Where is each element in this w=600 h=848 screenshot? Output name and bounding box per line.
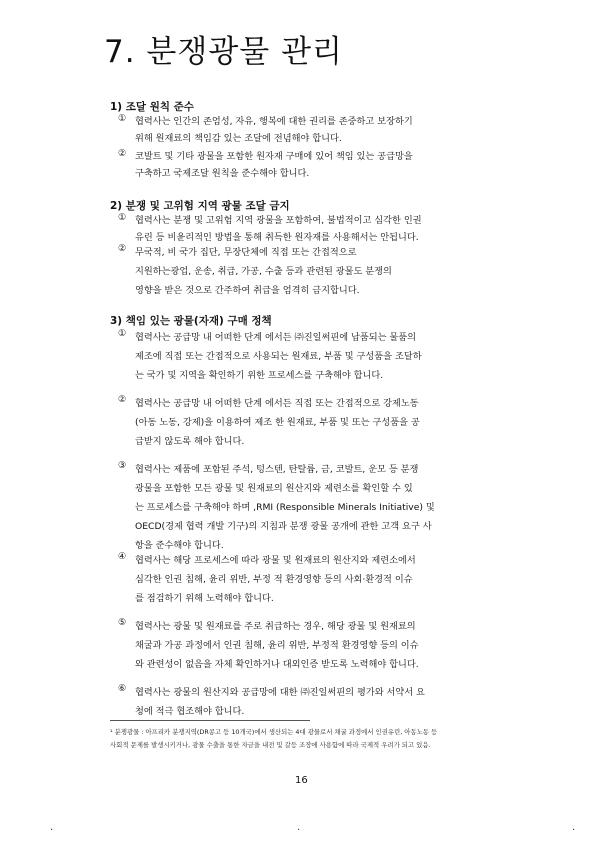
item-text-line: 항을 준수해야 합니다. bbox=[135, 540, 224, 551]
item-number: ② bbox=[118, 243, 127, 254]
item-text-line: 광물을 포함한 모든 광물 및 원재료의 원산지와 제련소를 확인할 수 있 bbox=[135, 483, 413, 494]
list-item bbox=[118, 328, 506, 385]
list-item bbox=[118, 113, 506, 147]
item-text-line: 는 프로세스를 구축해야 하며 ,RMI (Responsible Minerals Initiative) 및 bbox=[135, 502, 435, 513]
item-text-line: 무국적, 비 국가 집단, 무장단체에 직접 또는 간접적으로 bbox=[135, 247, 357, 258]
item-text-line: 유린 등 비윤리적인 방법을 통해 취득한 원자재를 사용해서는 안됩니다. bbox=[135, 232, 419, 243]
item-number: ② bbox=[118, 394, 127, 405]
item-text-line: 제조에 직접 또는 간접적으로 사용되는 원재료, 부품 및 구성품을 조달하 bbox=[135, 351, 422, 362]
section-heading-procurement-principles: 1) 조달 원칙 준수 bbox=[110, 101, 194, 113]
item-text-line: 협력사는 공급망 내 어떠한 단계 에서든 ㈜진일써핀에 납품되는 물품의 bbox=[135, 332, 417, 343]
item-text-line: (아동 노동, 강제)을 이용하여 제조 한 원재료, 부품 및 또는 구성품을 공 bbox=[135, 417, 420, 428]
item-text-line: 는 국가 및 지역을 확인하기 위한 프로세스를 구축해야 합니다. bbox=[135, 370, 384, 381]
item-text-line: 구축하고 국제조달 원칙을 준수해야 합니다. bbox=[135, 168, 310, 179]
section-heading-responsible-purchasing: 3) 책임 있는 광물(자재) 구매 정책 bbox=[110, 315, 272, 327]
footnote bbox=[110, 726, 550, 752]
section-heading-conflict-area-ban: 2) 분쟁 및 고위험 지역 광물 조달 금지 bbox=[110, 200, 290, 212]
list-item bbox=[118, 212, 506, 246]
item-text-line: 채굴과 가공 과정에서 인권 침해, 윤리 위반, 부정적 환경영향 등의 이슈 bbox=[135, 640, 419, 651]
footnote-line: ¹ 분쟁광물 : 아프리카 분쟁지역(DR콩고 등 10개국)에서 생산되는 4대 광물로서 채굴 과정에서 인권유린, 아동노동 등 bbox=[110, 728, 438, 736]
item-text-line: 협력사는 인간의 존엄성, 자유, 행복에 대한 권리를 존중하고 보장하기 bbox=[135, 116, 413, 127]
item-text-line: 협력사는 해당 프로세스에 따라 광물 및 원재료의 원산지와 제련소에서 bbox=[135, 555, 416, 566]
item-text-line: 위해 원재료의 책임감 있는 조달에 전념해야 합니다. bbox=[135, 133, 342, 144]
item-number: ① bbox=[118, 212, 127, 223]
item-text-line: 협력사는 공급망 내 어떠한 단계 에서든 직접 또는 간접적으로 강제노동 bbox=[135, 398, 419, 409]
item-text-line: OECD(경제 협력 개발 기구)의 지침과 분쟁 광물 공개에 관한 고객 요구 사 bbox=[135, 521, 432, 532]
item-text-line: 협력사는 분쟁 및 고위험 지역 광물을 포함하여, 불법적이고 심각한 인권 bbox=[135, 215, 422, 226]
footnote-divider bbox=[110, 720, 310, 721]
item-text-line: 청에 적극 협조해야 합니다. bbox=[135, 706, 245, 717]
item-number: ⑥ bbox=[118, 683, 127, 694]
item-text-line: 협력사는 광물의 원산지와 공급망에 대한 ㈜진일써핀의 평가와 서약서 요 bbox=[135, 687, 425, 698]
item-text-line: 영향을 받은 것으로 간주하여 취급을 엄격히 금지합니다. bbox=[135, 285, 360, 296]
item-number: ① bbox=[118, 328, 127, 339]
corner-dot-center: . bbox=[297, 822, 301, 833]
list-item bbox=[118, 617, 506, 674]
corner-dot-left: . bbox=[50, 822, 54, 833]
page-number: 16 bbox=[295, 775, 308, 786]
item-number: ② bbox=[118, 148, 127, 159]
list-item bbox=[118, 243, 506, 300]
item-number: ⑤ bbox=[118, 617, 127, 628]
footnote-line: 사회적 문제를 발생시키거나, 광물 수출을 통한 자금을 내전 및 갈등 조장에 사용함에 따라 국제적 우려가 되고 있음. bbox=[110, 741, 431, 749]
corner-dot-right: . bbox=[572, 822, 576, 833]
list-item bbox=[118, 683, 506, 721]
item-text-line: 코발트 및 기타 광물을 포함한 원자재 구매에 있어 책임 있는 공급망을 bbox=[135, 151, 413, 162]
item-text-line: 와 관련성이 없음을 자체 확인하거나 대외인증 받도록 노력해야 합니다. bbox=[135, 659, 419, 670]
item-text-line: 지원하는광업, 운송, 취급, 가공, 수출 등과 관련된 광물도 분쟁의 bbox=[135, 266, 392, 277]
item-number: ① bbox=[118, 113, 127, 124]
item-text-line: 를 점검하기 위해 노력해야 합니다. bbox=[135, 593, 274, 604]
item-number: ③ bbox=[118, 460, 127, 471]
item-text-line: 급받지 않도록 해야 합니다. bbox=[135, 436, 245, 447]
item-number: ④ bbox=[118, 551, 127, 562]
list-item bbox=[118, 394, 506, 451]
list-item bbox=[118, 148, 506, 182]
item-text-line: 협력사는 제품에 포함된 주석, 텅스텐, 탄탈륨, 금, 코발트, 운모 등 분쟁 bbox=[135, 464, 419, 475]
list-item bbox=[118, 460, 506, 555]
item-text-line: 협력사는 광물 및 원재료를 주로 취급하는 경우, 해당 광물 및 원재료의 bbox=[135, 621, 416, 632]
page-title: 7. 분쟁광물 관리 bbox=[104, 34, 343, 70]
list-item bbox=[118, 551, 506, 608]
item-text-line: 심각한 인권 침해, 윤리 위반, 부정 적 환경영향 등의 사회·환경적 이슈 bbox=[135, 574, 413, 585]
